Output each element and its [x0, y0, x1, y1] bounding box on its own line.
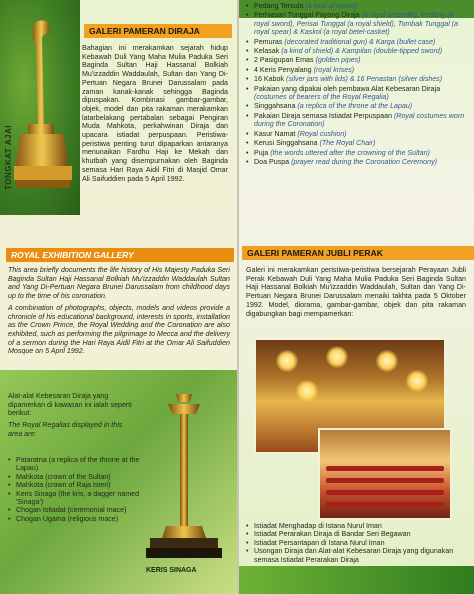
item-english: (golden pipes): [315, 56, 361, 65]
item-english: (royal krises): [313, 65, 355, 74]
list-item: [246, 11, 468, 36]
list-item: • Istiadat Persantapan di Istana Nurul Iman: [246, 539, 468, 547]
item-malay: 4 Keris Penyalang: [254, 65, 312, 74]
item-english: (a kind of shield) & Kampilan (double-tipped sword): [281, 47, 443, 56]
item-english: (prayer read during the Coronation Ceremony): [291, 157, 437, 166]
list-item: [246, 56, 468, 64]
list-item: [246, 2, 468, 10]
keris-sinaga-label: KERIS SINAGA: [146, 567, 197, 574]
list-item: [246, 158, 468, 166]
item-malay: Doa Puspa: [254, 157, 290, 166]
list-item: • Keris Sinaga (the kris, a dagger named 'Sinaga'): [8, 490, 140, 507]
item-english: (Royal cushion): [297, 129, 347, 138]
panel-fold-line: [237, 0, 239, 594]
list-item: [246, 139, 468, 147]
list-item: [246, 75, 468, 83]
english-intro-paragraphs: [8, 266, 230, 359]
list-item: • Istiadat Menghadap di Istana Nurul Iman: [246, 522, 468, 530]
regalia-list: [8, 456, 140, 523]
english-intro-text-2: A combination of photographs, objects, models and videos provide a chronicle of his educational background, interests in sports, installation as the Crown Prince, the Royal Wedding and the Coronation are also exhibited, such as performing the pilgrimage to Mecca and the delivery of a sermon during the Hari Raya Aidil Fitri at the Omar Ali Saifuddien Mosque on 5 April 1992.: [8, 303, 230, 356]
item-english: (a replica of the throne at the Lapau): [297, 102, 413, 111]
list-item: • Mahkota (crown of Raja Isteri): [8, 481, 140, 489]
regalia-intro-malay: Alat-alat Kebesaran Diraja yang dipamerkan di kawasan ini ialah seperti berikut:: [8, 392, 132, 418]
royal-exhibition-gallery-heading: ROYAL EXHIBITION GALLERY: [6, 248, 234, 262]
item-english: (a royal umbrella), Pedang: [361, 11, 446, 20]
list-item: • Chogan Istiadat (ceremonial mace): [8, 506, 140, 514]
list-item: • Istiadat Perarakan Diraja di Bandar Seri Begawan: [246, 530, 468, 538]
item-extra: (a royal sword), Perisai Tunggal (a royal shield), Tombak Tunggal (a royal spear) & Kaskol (a royal betel-casket): [254, 11, 459, 37]
keris-sinaga-image: [146, 392, 222, 560]
item-malay: Pakaian yang dipakai oleh pembawa Alat Kebesaran Diraja: [254, 84, 441, 93]
list-item: • Mahkota (crown of the Sultan): [8, 473, 140, 481]
regalia-intro: [8, 392, 138, 442]
item-malay: Kelasak: [254, 47, 280, 56]
galeri-pameran-diraja-heading: GALERI PAMERAN DIRAJA: [84, 24, 232, 38]
ceremony-list: [246, 522, 468, 564]
list-item: [246, 66, 468, 74]
galeri-pameran-jubli-perak-heading: GALERI PAMERAN JUBLI PERAK: [242, 246, 474, 260]
item-english: (Royal costumes worn during the Coronation): [254, 111, 465, 129]
item-english: (a kind of sword): [305, 2, 358, 10]
list-item: [246, 102, 468, 110]
item-malay: Puja: [254, 148, 269, 157]
tongkat-ajai-label: TONGKAT AJAI: [4, 125, 13, 190]
item-english: (decorated traditional gun) & Karga (bullet case): [284, 37, 436, 46]
item-malay: 2 Pasigupan Emas: [254, 56, 314, 65]
item-malay: 16 Kabok: [254, 75, 284, 84]
item-malay: Singgahsana: [254, 102, 296, 111]
banquet-hall-photo: [318, 428, 452, 520]
malay-intro-text: Bahagian ini merakamkan sejarah hidup Kebawah Duli Yang Maha Mulia Paduka Seri Baginda Sultan Haji Hassanal Bolkiah Mu'izzaddin Waddaulah, Sultan dan Yang Di-Pertuan Negara Brunei Darussalam pada zaman kanak-kanak sehingga Baginda dipuspakan. Kombinasi gambar-gambar, objek, model dan pita rakaman merakamkan latarbelakang pertabalan sebagai Pengiran Muda Mahkota, perkahwinan Diraja dan upacara istiadat perpuspaan. Peristiwa-peristiwa penting turut dipaparkan antaranya menunaikan Fardhu Haji ke Mekah dan khutbah yang disempurnakan oleh Baginda semasa Hari Raya Aidil Fitri di Masjid Omar Ali Saifuddien pada 5 April 1992.: [82, 44, 228, 183]
list-item: • Chogan Ugama (religious mace): [8, 515, 140, 523]
list-item: [246, 38, 468, 46]
jubilee-paragraph: [246, 266, 466, 321]
list-item: [246, 47, 468, 55]
item-malay: Perhiasan Tunggal Payong Diraja: [254, 11, 360, 20]
malay-intro-paragraph: [82, 44, 228, 186]
item-english: (costumes of bearers of the Royal Regalia): [254, 93, 389, 102]
list-item: [246, 85, 468, 102]
item-english: (the words uttered after the crowning of the Sultan): [270, 148, 430, 157]
item-malay: Kerusi Singgahsana: [254, 139, 318, 148]
item-english: (silver jars with lids) & 16 Penastan (silver dishes): [285, 75, 443, 84]
list-item: [246, 130, 468, 138]
list-item: • Usongan Diraja dan Alat-alat Kebesaran Diraja yang digunakan semasa Istiadat Perarakan Diraja: [246, 547, 468, 564]
regalia-intro-english: The Royal Regalias displayed in this area are:: [8, 421, 123, 438]
item-malay: Pedang Tersula: [254, 2, 304, 10]
item-malay: Pakaian Diraja semasa Istiadat Perpuspaan: [254, 111, 393, 120]
item-english: (The Royal Chair): [319, 139, 376, 148]
right-bottom-green-strip: [238, 566, 474, 594]
item-malay: Pemuras: [254, 37, 283, 46]
list-item: • Pataratna (a replica of the throne at the Lapau): [8, 456, 140, 473]
list-item: [246, 112, 468, 129]
right-regalia-list: [246, 2, 468, 167]
english-intro-text-1: This area briefly documents the life history of His Majesty Paduka Seri Baginda Sultan Haji Hassanal Bolkiah Mu'izzaddin Waddaulah Sultan and Yang Di-Pertuan Negara Brunei Darussalam from childhood days up to the time of his coronation.: [8, 266, 230, 301]
jubilee-text: Galeri ini merakamkan peristiwa-peristiwa bersejarah Perayaan Jubli Perak Kebawah Duli Yang Maha Mulia Paduka Seri Baginda Sultan Haji Hassanal Bolkiah Mu'izzaddin Waddaulah, Sultan dan Yang Di-Pertuan Negara Brunei Darussalam menaiki takhta pada 5 Oktober 1992. Model, diorama, gambar-gambar, objek dan pita rakaman digabungkan bagi mempamerkan:: [246, 266, 466, 318]
list-item: [246, 149, 468, 157]
item-malay: Kasur Namat: [254, 129, 296, 138]
tongkat-ajai-image: [14, 16, 72, 194]
